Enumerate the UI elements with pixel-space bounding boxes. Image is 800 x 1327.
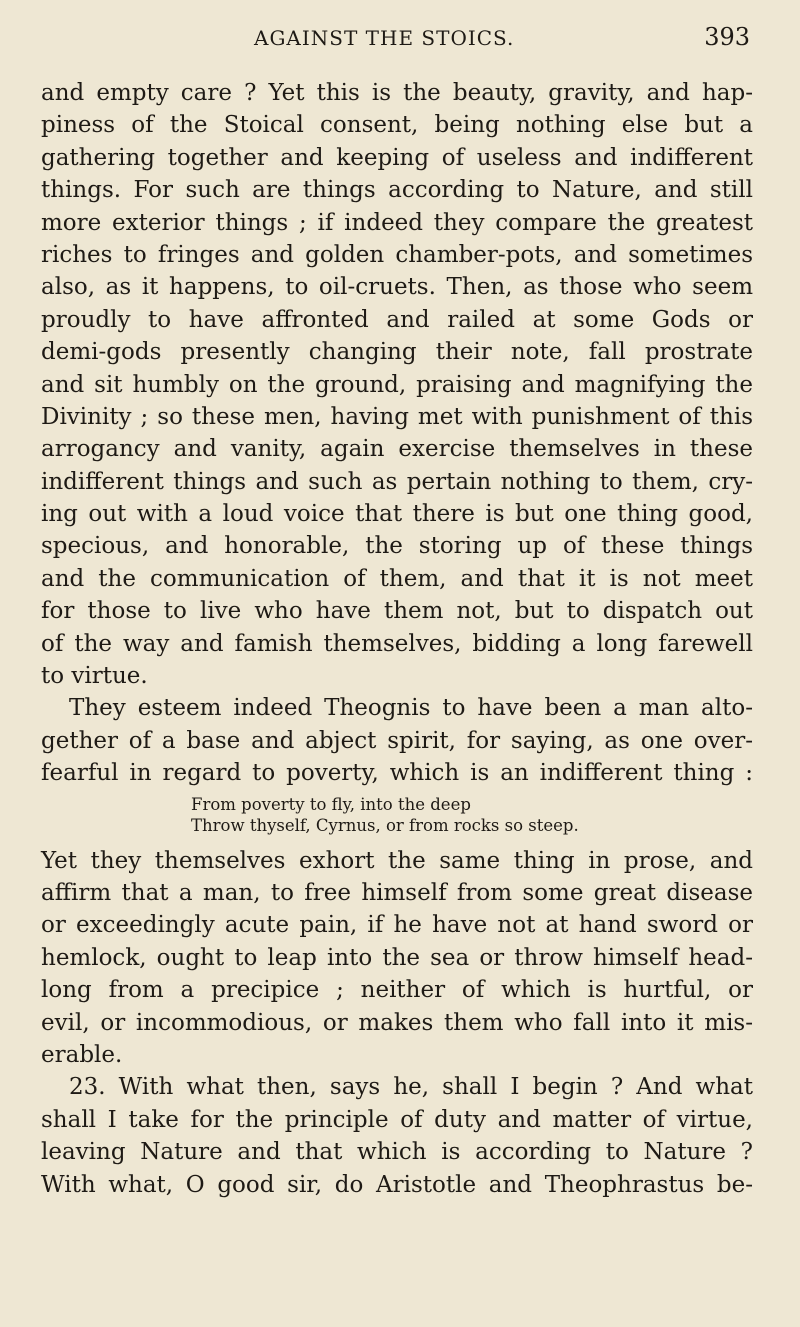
text-line: affirm that a man, to free himself from some great disease	[41, 879, 753, 906]
page-number: 393	[704, 23, 750, 51]
text-line: for those to live who have them not, but to dispatch out	[41, 598, 753, 625]
running-title: AGAINST THE STOICS.	[254, 26, 515, 50]
text-line: Divinity ; so these men, having met with punishment of this	[41, 403, 753, 430]
text-line: shall I take for the principle of duty and matter of virtue,	[41, 1106, 753, 1133]
text-line: ing out with a loud voice that there is but one thing good,	[41, 501, 753, 528]
text-line: Yet they themselves exhort the same thing in prose, and	[41, 847, 753, 874]
text-line: With what, O good sir, do Aristotle and Theophrastus be-	[41, 1171, 753, 1198]
paragraph-1	[41, 77, 753, 692]
text-line: riches to fringes and golden chamber-pots, and sometimes	[41, 241, 753, 268]
text-line: They esteem indeed Theognis to have been a man alto-	[69, 695, 753, 722]
text-line: gathering together and keeping of useless and indifferent	[41, 144, 753, 171]
text-line: long from a precipice ; neither of which is hurtful, or	[41, 977, 753, 1004]
text-line: or exceedingly acute pain, if he have not at hand sword or	[41, 912, 753, 939]
text-line: and empty care ? Yet this is the beauty, gravity, and hap-	[41, 80, 753, 106]
text-line: piness of the Stoical consent, being nothing else but a	[41, 112, 753, 139]
text-line: and the communication of them, and that it is not meet	[41, 565, 753, 592]
text-line: proudly to have affronted and railed at some Gods or	[41, 306, 753, 333]
text-line: gether of a base and abject spirit, for saying, as one over-	[41, 727, 753, 754]
verse-quotation	[41, 790, 753, 845]
text-line: to virtue.	[41, 663, 148, 690]
text-line: and sit humbly on the ground, praising and magnifying the	[41, 371, 753, 398]
verse-line: Throw thyself, Cyrnus, or from rocks so steep.	[191, 815, 579, 835]
text-line: fearful in regard to poverty, which is an indifferent thing :	[41, 760, 753, 787]
text-line: indifferent things and such as pertain nothing to them, cry-	[41, 468, 753, 495]
text-line: demi-gods presently changing their note, fall prostrate	[41, 339, 753, 366]
paragraph-2	[41, 692, 753, 789]
text-line: of the way and famish themselves, bidding a long farewell	[41, 630, 753, 657]
text-line: things. For such are things according to Nature, and still	[41, 177, 753, 204]
text-line: arrogancy and vanity, again exercise themselves in these	[41, 436, 753, 463]
text-line: 23. With what then, says he, shall I begin ? And what	[69, 1074, 753, 1101]
text-line: more exterior things ; if indeed they compare the greatest	[41, 209, 753, 236]
text-line: evil, or incommodious, or makes them who fall into it mis-	[41, 1009, 753, 1036]
text-line: erable.	[41, 1041, 123, 1068]
text-line: specious, and honorable, the storing up of these things	[41, 533, 753, 560]
text-line: also, as it happens, to oil-cruets. Then, as those who seem	[41, 274, 753, 301]
page-header	[0, 22, 800, 62]
text-line: leaving Nature and that which is according to Nature ?	[41, 1139, 753, 1166]
verse-line: From poverty to fly, into the deep	[191, 794, 471, 814]
paragraph-4	[41, 1071, 753, 1201]
text-line: hemlock, ought to leap into the sea or throw himself head-	[41, 944, 753, 971]
body-text	[41, 77, 753, 1201]
paragraph-3	[41, 845, 753, 1072]
